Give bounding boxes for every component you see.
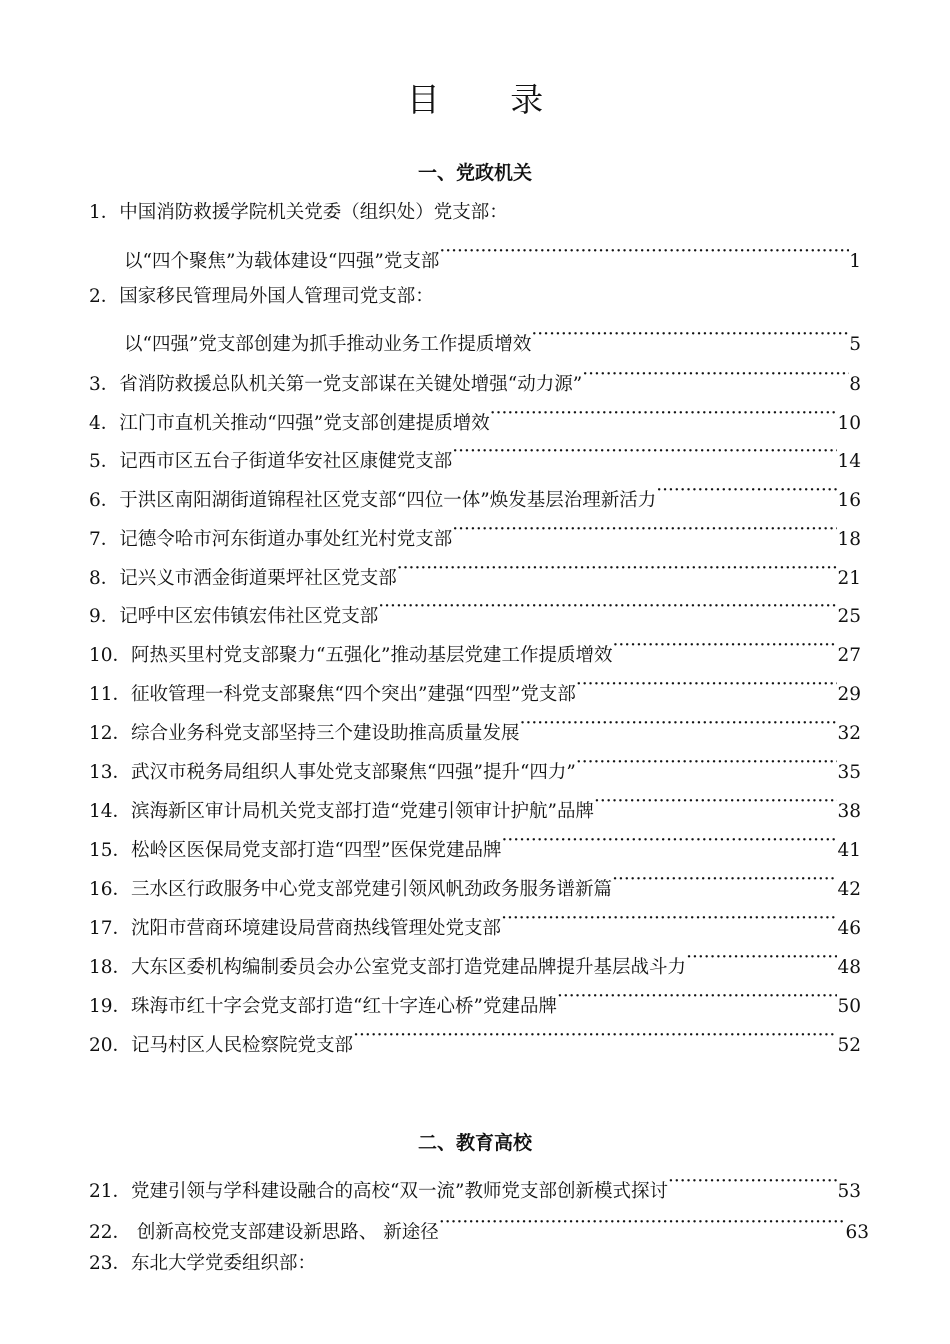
dot-leader (520, 709, 838, 739)
dot-leader (452, 515, 837, 545)
entry-number: 19． (89, 996, 132, 1017)
entry-page: 42 (837, 879, 861, 900)
entry-number: 2． (89, 286, 120, 307)
entry-number: 6． (89, 490, 120, 511)
dot-leader (668, 1167, 837, 1197)
toc-entry[interactable] (89, 1167, 861, 1202)
entry-page: 46 (837, 918, 861, 939)
toc-entry[interactable] (89, 904, 861, 939)
entry-number: 23． (89, 1253, 132, 1274)
dot-leader (490, 399, 838, 429)
dot-leader (594, 787, 837, 817)
toc-entry[interactable] (89, 709, 861, 744)
entry-page: 48 (837, 957, 861, 978)
entry-page: 14 (837, 451, 861, 472)
entry-title: 沈阳市营商环境建设局营商热线管理处党支部 (131, 918, 502, 939)
toc-entry[interactable] (89, 592, 861, 627)
entry-number: 12． (89, 723, 132, 744)
entry-page: 32 (837, 723, 861, 744)
entry-title: 创新高校党支部建设新思路、 新途径 (131, 1222, 439, 1243)
entry-title: 党建引领与学科建设融合的高校“双一流”教师党支部创新模式探讨 (131, 1181, 668, 1202)
entry-title: 以“四个聚焦”为载体建设“四强”党支部 (124, 251, 440, 272)
dot-leader (612, 631, 837, 661)
entry-number: 18． (89, 957, 132, 978)
entry-page: 35 (837, 762, 861, 783)
dot-leader (353, 1021, 837, 1051)
toc-entry[interactable] (89, 1249, 861, 1279)
dot-leader (656, 476, 837, 506)
entry-number: 16． (89, 879, 132, 900)
toc-entry[interactable] (89, 1208, 869, 1243)
entry-title: 于洪区南阳湖街道锦程社区党支部“四位一体”焕发基层治理新活力 (119, 490, 657, 511)
entry-page: 53 (837, 1181, 861, 1202)
entry-title: 记西市区五台子街道华安社区康健党支部 (119, 451, 453, 472)
entry-title: 中国消防救援学院机关党委（组织处）党支部： (119, 202, 508, 223)
dot-leader (686, 943, 837, 973)
entry-number: 7． (89, 529, 120, 550)
entry-title: 记马村区人民检察院党支部 (131, 1035, 354, 1056)
entry-title: 大东区委机构编制委员会办公室党支部打造党建品牌提升基层战斗力 (131, 957, 687, 978)
entry-number: 5． (89, 451, 120, 472)
toc-entry[interactable] (89, 787, 861, 822)
toc-entry[interactable] (89, 476, 861, 511)
toc-entry[interactable] (124, 237, 861, 272)
entry-number: 22． (89, 1222, 132, 1243)
toc-entry[interactable] (89, 399, 861, 434)
dot-leader (557, 982, 837, 1012)
entry-title: 珠海市红十字会党支部打造“红十字连心桥”党建品牌 (131, 996, 557, 1017)
dot-leader (439, 1208, 846, 1238)
entry-number: 8． (89, 568, 120, 589)
entry-page: 38 (837, 801, 861, 822)
toc-entry[interactable] (89, 1021, 861, 1056)
toc-entry[interactable] (89, 282, 861, 312)
entry-title: 以“四强”党支部创建为抓手推动业务工作提质增效 (124, 334, 532, 355)
toc-entry[interactable] (89, 631, 861, 666)
entry-number: 13． (89, 762, 132, 783)
entry-page: 1 (849, 251, 861, 272)
toc-entry[interactable] (89, 670, 861, 705)
dot-leader (576, 748, 838, 778)
entry-title: 阿热买里村党支部聚力“五强化”推动基层党建工作提质增效 (131, 645, 613, 666)
entry-title: 松岭区医保局党支部打造“四型”医保党建品牌 (131, 840, 502, 861)
dot-leader (439, 237, 849, 267)
entry-title: 综合业务科党支部坚持三个建设助推高质量发展 (131, 723, 520, 744)
toc-entry[interactable] (89, 437, 861, 472)
dot-leader (452, 437, 837, 467)
entry-number: 20． (89, 1035, 132, 1056)
dot-leader (531, 320, 849, 350)
entry-number: 9． (89, 606, 120, 627)
dot-leader (576, 670, 838, 700)
entry-title: 东北大学党委组织部： (131, 1253, 317, 1274)
entry-title: 武汉市税务局组织人事处党支部聚焦“四强”提升“四力” (131, 762, 576, 783)
section-heading: 一、党政机关 (417, 162, 532, 184)
toc-entry[interactable] (89, 982, 861, 1017)
entry-page: 27 (837, 645, 861, 666)
entry-page: 21 (837, 568, 861, 589)
toc-entry[interactable] (89, 826, 861, 861)
entry-title: 记兴义市洒金街道栗坪社区党支部 (119, 568, 397, 589)
entry-number: 17． (89, 918, 132, 939)
toc-entry[interactable] (89, 865, 861, 900)
entry-page: 8 (849, 374, 861, 395)
entry-page: 63 (845, 1222, 869, 1243)
toc-entry[interactable] (124, 320, 861, 355)
toc-entry[interactable] (89, 943, 861, 978)
entry-number: 10． (89, 645, 132, 666)
dot-leader (501, 904, 837, 934)
entry-title: 江门市直机关推动“四强”党支部创建提质增效 (119, 413, 490, 434)
entry-title: 记呼中区宏伟镇宏伟社区党支部 (119, 606, 379, 627)
dot-leader (612, 865, 837, 895)
toc-entry[interactable] (89, 748, 861, 783)
entry-page: 50 (837, 996, 861, 1017)
entry-page: 29 (837, 684, 861, 705)
section-heading: 二、教育高校 (417, 1132, 532, 1154)
dot-leader (397, 554, 838, 584)
entry-page: 41 (837, 840, 861, 861)
toc-title: 目 录 (406, 80, 574, 119)
entry-page: 10 (837, 413, 861, 434)
entry-page: 18 (837, 529, 861, 550)
entry-page: 52 (837, 1035, 861, 1056)
entry-number: 14． (89, 801, 132, 822)
entry-title: 国家移民管理局外国人管理司党支部： (119, 286, 434, 307)
dot-leader (501, 826, 837, 856)
dot-leader (582, 360, 849, 390)
entry-page: 25 (837, 606, 861, 627)
entry-page: 16 (837, 490, 861, 511)
toc-entry[interactable] (89, 554, 861, 589)
entry-number: 4． (89, 413, 120, 434)
entry-number: 21． (89, 1181, 132, 1202)
entry-title: 记德令哈市河东街道办事处红光村党支部 (119, 529, 453, 550)
dot-leader (378, 592, 837, 622)
entry-number: 3． (89, 374, 120, 395)
entry-number: 11． (89, 684, 132, 705)
entry-title: 省消防救援总队机关第一党支部谋在关键处增强“动力源” (119, 374, 583, 395)
toc-entry[interactable] (89, 198, 861, 228)
entry-number: 15． (89, 840, 132, 861)
entry-page: 5 (849, 334, 861, 355)
entry-number: 1． (89, 202, 120, 223)
entry-title: 三水区行政服务中心党支部党建引领风帆劲政务服务谱新篇 (131, 879, 613, 900)
toc-entry[interactable] (89, 360, 861, 395)
toc-entry[interactable] (89, 515, 861, 550)
entry-title: 征收管理一科党支部聚焦“四个突出”建强“四型”党支部 (131, 684, 576, 705)
entry-title: 滨海新区审计局机关党支部打造“党建引领审计护航”品牌 (131, 801, 594, 822)
